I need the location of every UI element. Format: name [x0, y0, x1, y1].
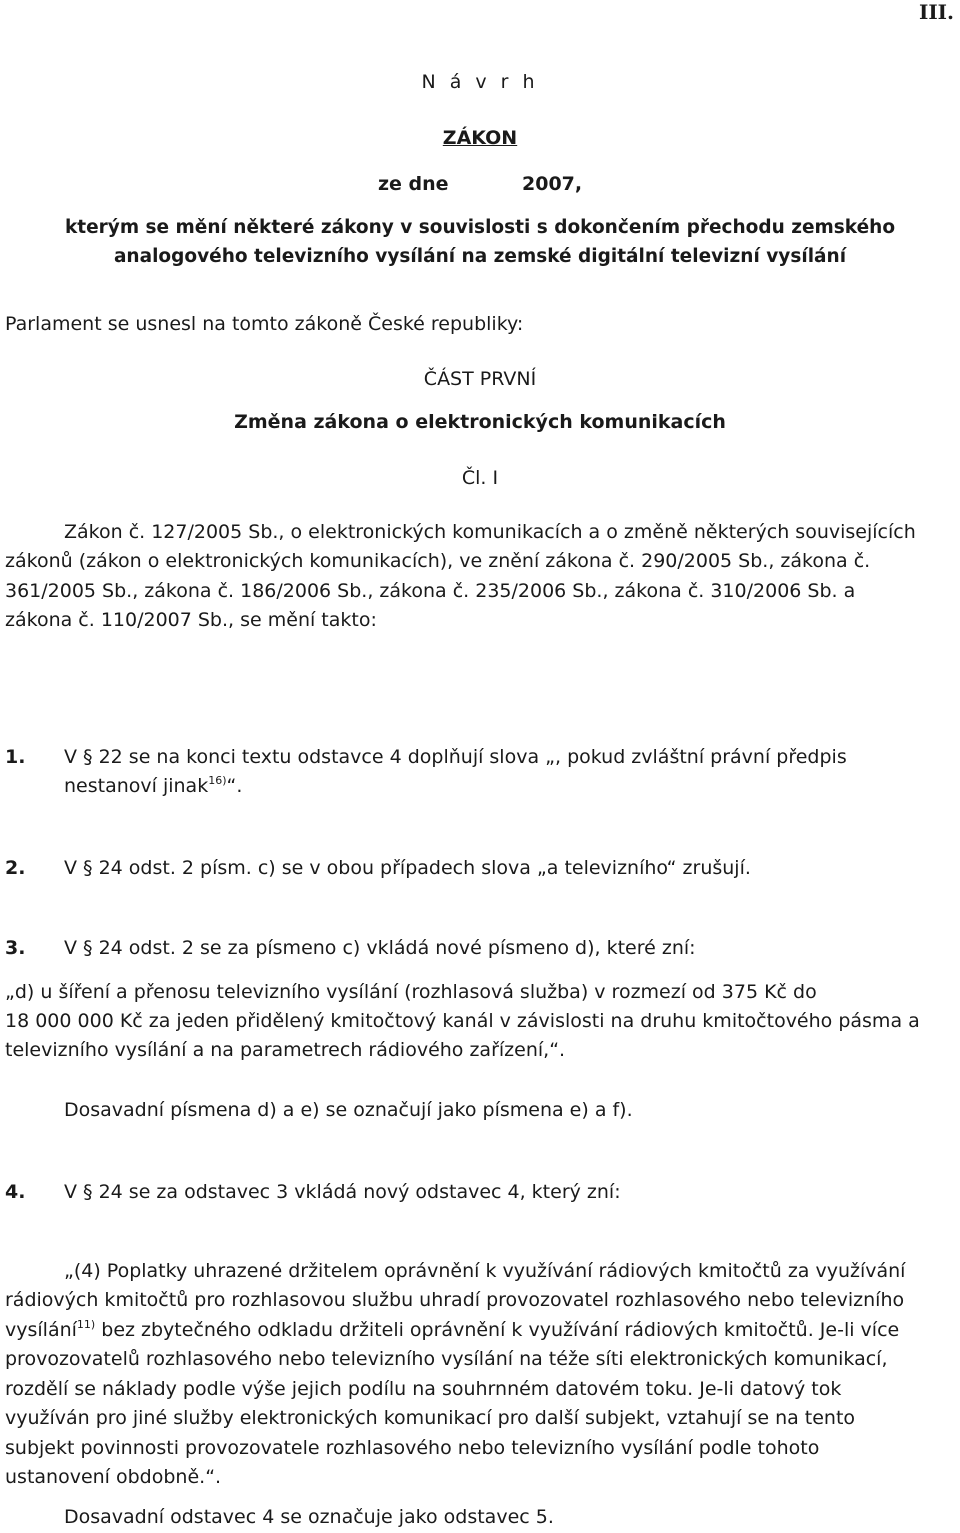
item-3-number: 3. [5, 937, 26, 959]
insert-4-line-7: subjekt povinnosti provozovatele rozhlasového nebo televizního vysílání podle tohoto [5, 1437, 820, 1459]
note-d: Dosavadní písmena d) a e) se označují jako písmena e) a f). [64, 1099, 633, 1121]
lead-line-1: Zákon č. 127/2005 Sb., o elektronických komunikacích a o změně některých souvisejících [64, 521, 916, 543]
law-title-line-2: analogového televizního vysílání na zemské digitální televizní vysílání [113, 246, 847, 267]
footnote-ref-16: 16) [208, 774, 227, 787]
part-label: ČÁST PRVNÍ [423, 368, 537, 390]
insert-4-line-8: ustanovení obdobně.“. [5, 1466, 222, 1488]
insert-4-line-2: rádiových kmitočtů pro rozhlasovou službu uhradí provozovatel rozhlasového nebo televizního [5, 1289, 905, 1311]
item-1-number: 1. [5, 746, 26, 768]
insert-4-line-3-start: vysílání [5, 1319, 77, 1341]
lead-line-2: zákonů (zákon o elektronických komunikacích), ve znění zákona č. 290/2005 Sb., zákona č. [5, 550, 871, 572]
insert-d-line-2: 18 000 000 Kč za jeden přidělený kmitočtový kanál v závislosti na druhu kmitočtového pásma a [5, 1010, 920, 1032]
date-year: 2007, [522, 173, 583, 195]
law-heading-text: ZÁKON [442, 127, 518, 149]
insert-d-line-1: „d) u šíření a přenosu televizního vysílání (rozhlasová služba) v rozmezí od 375 Kč do [5, 981, 817, 1003]
item-1-line-2-end: “. [226, 775, 243, 797]
insert-4-line-3 [5, 1316, 955, 1345]
item-2-text: V § 24 odst. 2 písm. c) se v obou případech slova „a televizního“ zrušují. [64, 857, 751, 879]
lead-line-4: zákona č. 110/2007 Sb., se mění takto: [5, 609, 377, 631]
insert-4-line-1: „(4) Poplatky uhrazené držitelem oprávnění k využívání rádiových kmitočtů za využívání [64, 1260, 906, 1282]
item-4-text: V § 24 se za odstavec 3 vkládá nový odstavec 4, který zní: [64, 1181, 621, 1203]
item-1-line-2-text: nestanoví jinak [64, 775, 209, 797]
item-2-number: 2. [5, 857, 26, 879]
law-title-line-1: kterým se mění některé zákony v souvislosti s dokončením přechodu zemského [64, 217, 896, 238]
note-4: Dosavadní odstavec 4 se označuje jako odstavec 5. [64, 1506, 554, 1528]
lead-line-3: 361/2005 Sb., zákona č. 186/2006 Sb., zákona č. 235/2006 Sb., zákona č. 310/2006 Sb. a [5, 580, 856, 602]
insert-4-line-4: provozovatelů rozhlasového nebo televizního vysílání na téže síti elektronických komunikací, [5, 1348, 888, 1370]
intro-text: Parlament se usnesl na tomto zákoně České republiky: [5, 313, 524, 335]
law-heading [0, 124, 960, 153]
corner-mark: III. [918, 0, 954, 24]
draft-label: N á v r h [421, 71, 539, 93]
insert-4-line-5: rozdělí se náklady podle výše jejich podílu na souhrnném datovém toku. Je-li datový tok [5, 1378, 842, 1400]
item-1-line-2 [64, 772, 242, 801]
item-4-number: 4. [5, 1181, 26, 1203]
item-3-text: V § 24 odst. 2 se za písmeno c) vkládá nové písmeno d), které zní: [64, 937, 696, 959]
footnote-ref-11: 11) [76, 1318, 96, 1331]
part-title: Změna zákona o elektronických komunikacích [234, 411, 726, 433]
insert-d-line-3: televizního vysílání a na parametrech rádiového zařízení,“. [5, 1039, 566, 1061]
article-label: Čl. I [461, 467, 499, 489]
insert-4-line-6: využíván pro jiné služby elektronických komunikací pro další subjekt, vztahují se na tento [5, 1407, 856, 1429]
date-label: ze dne [378, 173, 449, 195]
insert-4-line-3-rest: bez zbytečného odkladu držiteli oprávnění k využívání rádiových kmitočtů. Je-li více [95, 1319, 900, 1341]
item-1-line-1: V § 22 se na konci textu odstavce 4 doplňují slova „, pokud zvláštní právní předpis [64, 746, 847, 768]
